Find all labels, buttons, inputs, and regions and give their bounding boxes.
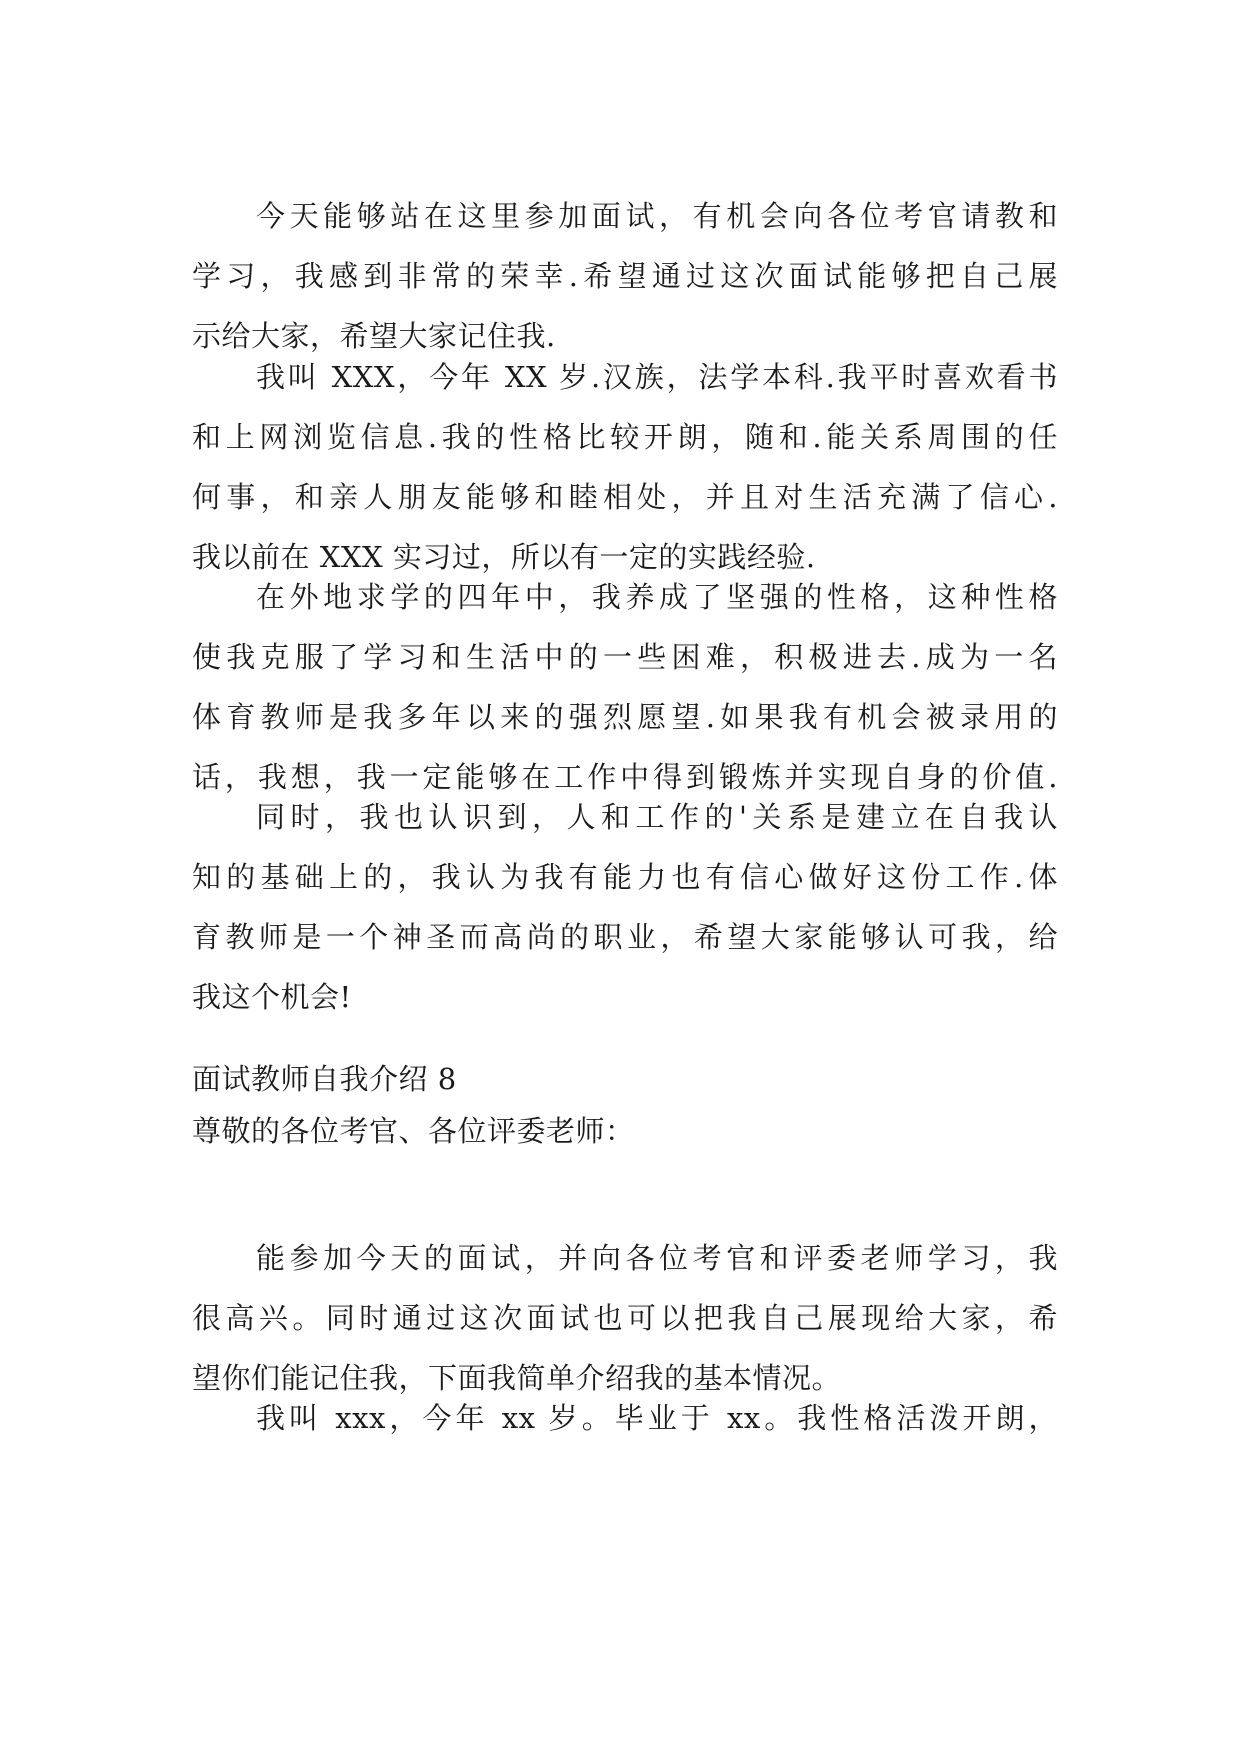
paragraph-intro-gratitude xyxy=(192,186,1058,366)
paragraph-closing-statement xyxy=(192,787,1058,1027)
paragraph-line: 很高兴。同时通过这次面试也可以把我自己展现给大家，希 xyxy=(192,1301,1058,1335)
salutation: 尊敬的各位考官、各位评委老师： xyxy=(192,1114,635,1148)
paragraph-line: 何事，和亲人朋友能够和睦相处，并且对生活充满了信心. xyxy=(192,480,1058,514)
paragraph-line: 育教师是一个神圣而高尚的职业，希望大家能够认可我，给 xyxy=(192,920,1058,954)
paragraph-line: 在外地求学的四年中，我养成了坚强的性格，这种性格 xyxy=(256,580,1058,614)
paragraph-line: 今天能够站在这里参加面试，有机会向各位考官请教和 xyxy=(256,199,1058,233)
paragraph-line: 同时，我也认识到，人和工作的'关系是建立在自我认 xyxy=(256,800,1058,834)
paragraph-study-experience xyxy=(192,567,1058,807)
paragraph-line: 使我克服了学习和生活中的一些困难，积极进去.成为一名 xyxy=(192,640,1058,674)
paragraph-personal-info xyxy=(192,347,1058,587)
section-header xyxy=(192,1053,1058,1157)
paragraph-line: 能参加今天的面试，并向各位考官和评委老师学习，我 xyxy=(256,1241,1058,1275)
paragraph-line: 望你们能记住我，下面我简单介绍我的基本情况。 xyxy=(192,1361,842,1395)
paragraph-second-intro xyxy=(192,1228,1058,1408)
paragraph-line: 我叫 XXX，今年 XX 岁.汉族，法学本科.我平时喜欢看书 xyxy=(256,360,1058,394)
paragraph-line: 体育教师是我多年以来的强烈愿望.如果我有机会被录用的 xyxy=(192,700,1058,734)
paragraph-line: 我叫 xxx，今年 xx 岁。毕业于 xx。我性格活泼开朗， xyxy=(256,1401,1058,1435)
section-title: 面试教师自我介绍 8 xyxy=(192,1062,457,1096)
paragraph-line: 我以前在 XXX 实习过，所以有一定的实践经验. xyxy=(192,540,816,574)
paragraph-line: 知的基础上的，我认为我有能力也有信心做好这份工作.体 xyxy=(192,860,1058,894)
paragraph-line: 示给大家，希望大家记住我. xyxy=(192,319,556,353)
paragraph-line: 话，我想，我一定能够在工作中得到锻炼并实现自身的价值. xyxy=(192,760,1058,794)
paragraph-line: 学习，我感到非常的荣幸.希望通过这次面试能够把自己展 xyxy=(192,259,1058,293)
paragraph-line: 和上网浏览信息.我的性格比较开朗，随和.能关系周围的任 xyxy=(192,420,1058,454)
paragraph-line: 我这个机会! xyxy=(192,980,352,1014)
paragraph-second-personal-info xyxy=(192,1388,1058,1448)
